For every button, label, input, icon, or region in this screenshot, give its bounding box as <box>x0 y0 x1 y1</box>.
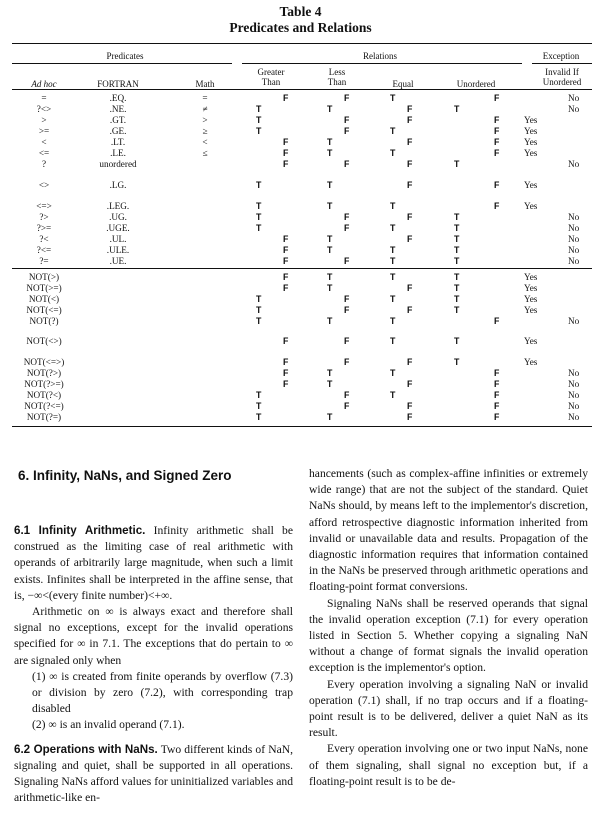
table-row <box>0 148 601 159</box>
exception-underline <box>532 63 592 64</box>
cell-eq: F <box>407 412 413 422</box>
table-row <box>0 272 601 283</box>
cell-adhoc: NOT(<=) <box>26 305 62 315</box>
table-row <box>0 201 601 212</box>
cell-gt: T <box>256 305 262 315</box>
table-row <box>0 283 601 294</box>
header-less-1: Less <box>328 67 346 77</box>
table-row <box>0 401 601 412</box>
cell-eq: T <box>390 126 396 136</box>
header-less-2: Than <box>327 77 347 87</box>
cell-gt: T <box>256 212 262 222</box>
cell-fortran: .UE. <box>109 256 127 266</box>
cell-gt: F <box>283 272 289 282</box>
cell-lt: T <box>327 368 333 378</box>
cell-un: F <box>494 180 500 190</box>
cell-exception: No <box>568 234 580 244</box>
table-row <box>0 390 601 401</box>
cell-gt: T <box>256 104 262 114</box>
cell-eq: F <box>407 159 413 169</box>
header-invalid-2: Unordered <box>542 77 582 87</box>
cell-un: F <box>494 316 500 326</box>
cell-adhoc: NOT(>) <box>28 272 60 282</box>
cell-gt: T <box>256 180 262 190</box>
cell-adhoc: <=> <box>36 201 52 211</box>
right-paragraph-2: Signaling NaNs shall be reserved operands that signal the invalid operation exception (7.1) for every operation listed in Section 5. Whether copying a signaling NaN without a change of format signals the invalid operation exception is the implementor's option. <box>309 596 588 675</box>
table-row <box>0 212 601 223</box>
right-paragraph-1: hancements (such as complex-affine infinities or extremely wide range) that are not the subject of the standard. Quiet NaNs should, by means left to the implementor's discretion, afford retrospective diagnostic information inherited from invalid or unavailable data and results. Propagation of the diagnostic information requires that information contained in the NaNs be preserved through arithmetic operations and floating-point format conversions. <box>309 467 588 594</box>
cell-adhoc: ?>= <box>36 223 52 233</box>
cell-eq: F <box>407 104 413 114</box>
cell-math: ≥ <box>202 126 208 136</box>
cell-exception: No <box>568 368 580 378</box>
cell-math: > <box>202 115 208 125</box>
s61-text: Infinity arithmetic shall be construed as the limiting case of real arithmetic with operands of arbitrarily large magnitude, when such a limit exists. Infinites shall be interpreted in the affine sense, that is, −∞<(every finite number)<+∞. <box>14 524 293 602</box>
cell-un: F <box>494 115 500 125</box>
header-adhoc: Ad hoc <box>31 79 57 89</box>
cell-eq: T <box>390 272 396 282</box>
cell-adhoc: ?> <box>39 212 49 222</box>
cell-un: F <box>494 379 500 389</box>
cell-lt: T <box>327 180 333 190</box>
cell-exception: No <box>568 159 580 169</box>
cell-exception: Yes <box>524 180 538 190</box>
cell-adhoc: NOT(?>=) <box>24 379 64 389</box>
cell-adhoc: ?= <box>39 256 49 266</box>
table-row <box>0 256 601 267</box>
cell-exception: Yes <box>524 357 538 367</box>
cell-eq: F <box>407 401 413 411</box>
cell-adhoc: ?<> <box>36 104 52 114</box>
cell-eq: T <box>390 93 396 103</box>
cell-eq: T <box>390 256 396 266</box>
cell-un: F <box>494 390 500 400</box>
cell-exception: No <box>568 93 580 103</box>
cell-adhoc: NOT(?) <box>29 316 59 326</box>
cell-un: T <box>454 357 460 367</box>
cell-exception: No <box>568 245 580 255</box>
cell-exception: Yes <box>524 137 538 147</box>
cell-gt: T <box>256 316 262 326</box>
cell-exception: No <box>568 412 580 422</box>
cell-adhoc: > <box>41 115 47 125</box>
s61-title: 6.1 Infinity Arithmetic. <box>14 524 146 537</box>
cell-gt: F <box>283 256 289 266</box>
cell-exception: No <box>568 379 580 389</box>
cell-gt: F <box>283 283 289 293</box>
table-row <box>0 245 601 256</box>
table-top-rule <box>12 43 592 44</box>
table-subtitle: Predicates and Relations <box>229 20 372 35</box>
cell-un: T <box>454 272 460 282</box>
table-row <box>0 316 601 327</box>
cell-adhoc: NOT(<=>) <box>23 357 65 367</box>
cell-math: ≤ <box>202 148 208 158</box>
cell-fortran: .GE. <box>109 126 127 136</box>
cell-gt: T <box>256 412 262 422</box>
cell-fortran: .LEG. <box>106 201 130 211</box>
cell-un: T <box>454 256 460 266</box>
s61-paragraph <box>14 523 293 604</box>
cell-adhoc: NOT(>=) <box>26 283 62 293</box>
cell-adhoc: NOT(<) <box>28 294 60 304</box>
right-column <box>309 466 588 790</box>
header-greater-2: Than <box>261 77 281 87</box>
header-invalid-1: Invalid If <box>545 67 579 77</box>
cell-gt: T <box>256 390 262 400</box>
cell-gt: F <box>283 148 289 158</box>
cell-lt: F <box>344 223 350 233</box>
header-unordered: Unordered <box>456 79 496 89</box>
cell-fortran: .LT. <box>110 137 126 147</box>
cell-fortran: .LG. <box>109 180 127 190</box>
cell-fortran: .EQ. <box>109 93 127 103</box>
cell-eq: F <box>407 379 413 389</box>
header-greater-1: Greater <box>257 67 285 77</box>
cell-exception: Yes <box>524 272 538 282</box>
cell-eq: T <box>390 201 396 211</box>
cell-eq: T <box>390 245 396 255</box>
cell-gt: T <box>256 201 262 211</box>
cell-exception: Yes <box>524 126 538 136</box>
table-row <box>0 294 601 305</box>
s61-item-2: (2) ∞ is an invalid operand (7.1). <box>32 718 185 732</box>
cell-lt: F <box>344 336 350 346</box>
s62-text: Two different kinds of NaN, signaling and quiet, shall be supported in all operations. Signaling NaNs afford values for uninitialized variables and arithmetic-like en- <box>14 742 293 805</box>
table-row <box>0 357 601 368</box>
s61-paragraph-2: Arithmetic on ∞ is always exact and therefore shall signal no exceptions, except for the invalid operations specified for ∞ in 7.1. The exceptions that do pertain to ∞ are signaled only when <box>14 605 293 667</box>
cell-adhoc: NOT(?>) <box>26 368 62 378</box>
cell-gt: F <box>283 245 289 255</box>
cell-exception: No <box>568 104 580 114</box>
cell-un: F <box>494 368 500 378</box>
cell-eq: T <box>390 368 396 378</box>
cell-fortran: .ULE. <box>106 245 130 255</box>
cell-eq: T <box>390 316 396 326</box>
cell-un: T <box>454 234 460 244</box>
cell-fortran: .GT. <box>109 115 127 125</box>
cell-lt: T <box>327 283 333 293</box>
cell-eq: F <box>407 137 413 147</box>
cell-lt: F <box>344 256 350 266</box>
cell-lt: F <box>344 212 350 222</box>
cell-gt: T <box>256 401 262 411</box>
table-row <box>0 180 601 191</box>
table-row <box>0 412 601 423</box>
table-row <box>0 104 601 115</box>
table-row <box>0 234 601 245</box>
table-row <box>0 336 601 347</box>
section-heading: 6. Infinity, NaNs, and Signed Zero <box>18 468 232 483</box>
header-relations: Relations <box>363 51 397 61</box>
right-paragraph-3: Every operation involving a signaling NaN or invalid operation (7.1) shall, if no trap occurs and if a floating-point result is to be delivered, deliver a quiet NaN as its result. <box>309 677 588 740</box>
cell-exception: No <box>568 212 580 222</box>
cell-un: T <box>454 104 460 114</box>
cell-un: T <box>454 283 460 293</box>
cell-lt: T <box>327 137 333 147</box>
cell-adhoc: NOT(?<=) <box>24 401 64 411</box>
cell-adhoc: >= <box>38 126 50 136</box>
cell-exception: Yes <box>524 294 538 304</box>
cell-gt: T <box>256 126 262 136</box>
table-row <box>0 379 601 390</box>
cell-lt: F <box>344 294 350 304</box>
cell-un: F <box>494 126 500 136</box>
cell-fortran: .UG. <box>109 212 127 222</box>
cell-exception: Yes <box>524 148 538 158</box>
table-title: Table 4 <box>279 4 322 19</box>
cell-un: T <box>454 294 460 304</box>
table-row <box>0 115 601 126</box>
cell-gt: T <box>256 294 262 304</box>
cell-gt: F <box>283 159 289 169</box>
cell-fortran: .UL. <box>109 234 127 244</box>
table-row <box>0 126 601 137</box>
table-row <box>0 159 601 170</box>
cell-lt: T <box>327 201 333 211</box>
table-row <box>0 93 601 104</box>
cell-exception: Yes <box>524 283 538 293</box>
cell-eq: F <box>407 305 413 315</box>
cell-adhoc: < <box>41 137 47 147</box>
cell-un: F <box>494 148 500 158</box>
header-exception: Exception <box>542 51 580 61</box>
cell-exception: Yes <box>524 201 538 211</box>
cell-gt: F <box>283 336 289 346</box>
cell-adhoc: = <box>41 93 47 103</box>
cell-gt: F <box>283 93 289 103</box>
cell-exception: Yes <box>524 305 538 315</box>
cell-un: T <box>454 159 460 169</box>
cell-fortran: .UGE. <box>106 223 130 233</box>
cell-lt: F <box>344 357 350 367</box>
cell-math: = <box>202 93 208 103</box>
cell-exception: No <box>568 256 580 266</box>
cell-gt: F <box>283 357 289 367</box>
cell-adhoc: NOT(?<) <box>26 390 62 400</box>
table-row <box>0 305 601 316</box>
cell-gt: F <box>283 368 289 378</box>
cell-un: T <box>454 336 460 346</box>
group-rule-1 <box>12 268 592 269</box>
s62-title: 6.2 Operations with NaNs. <box>14 742 158 756</box>
cell-lt: T <box>327 234 333 244</box>
cell-adhoc: ?< <box>39 234 49 244</box>
left-column <box>14 523 293 806</box>
cell-lt: T <box>327 148 333 158</box>
predicates-underline <box>12 63 232 64</box>
cell-exception: Yes <box>524 336 538 346</box>
cell-lt: T <box>327 272 333 282</box>
cell-math: < <box>202 137 208 147</box>
table-row <box>0 137 601 148</box>
cell-exception: No <box>568 390 580 400</box>
cell-eq: T <box>390 148 396 158</box>
cell-adhoc: NOT(?=) <box>26 412 62 422</box>
cell-gt: F <box>283 379 289 389</box>
cell-gt: T <box>256 223 262 233</box>
cell-eq: T <box>390 336 396 346</box>
header-math: Math <box>195 79 215 89</box>
cell-eq: F <box>407 357 413 367</box>
cell-un: T <box>454 223 460 233</box>
cell-fortran: .LE. <box>110 148 126 158</box>
cell-lt: F <box>344 115 350 125</box>
cell-eq: F <box>407 115 413 125</box>
cell-eq: F <box>407 180 413 190</box>
table-bottom-rule <box>12 426 592 427</box>
cell-lt: T <box>327 379 333 389</box>
cell-un: T <box>454 212 460 222</box>
cell-lt: F <box>344 401 350 411</box>
s61-item-1: (1) ∞ is created from finite operands by overflow (7.3) or division by zero (7.2), with corresponding trap disabled <box>32 669 293 716</box>
cell-gt: F <box>283 234 289 244</box>
cell-adhoc: ? <box>41 159 47 169</box>
cell-exception: Yes <box>524 115 538 125</box>
cell-fortran: unordered <box>99 159 137 169</box>
cell-math: ≠ <box>202 104 208 114</box>
cell-un: F <box>494 401 500 411</box>
s62-paragraph <box>14 742 293 807</box>
cell-un: F <box>494 137 500 147</box>
cell-lt: F <box>344 305 350 315</box>
cell-gt: T <box>256 115 262 125</box>
cell-un: T <box>454 305 460 315</box>
cell-un: F <box>494 201 500 211</box>
cell-exception: No <box>568 316 580 326</box>
cell-eq: T <box>390 294 396 304</box>
cell-lt: F <box>344 126 350 136</box>
header-equal: Equal <box>392 79 414 89</box>
cell-eq: F <box>407 234 413 244</box>
header-fortran: FORTRAN <box>97 79 139 89</box>
cell-lt: F <box>344 159 350 169</box>
cell-adhoc: <= <box>38 148 50 158</box>
cell-adhoc: NOT(<>) <box>26 336 62 346</box>
cell-adhoc: ?<= <box>36 245 52 255</box>
cell-eq: T <box>390 223 396 233</box>
cell-lt: F <box>344 390 350 400</box>
cell-exception: No <box>568 401 580 411</box>
cell-lt: T <box>327 245 333 255</box>
table-row <box>0 368 601 379</box>
cell-lt: T <box>327 316 333 326</box>
cell-fortran: .NE. <box>109 104 127 114</box>
header-bottom-rule <box>12 89 592 90</box>
cell-lt: F <box>344 93 350 103</box>
cell-eq: F <box>407 212 413 222</box>
cell-exception: No <box>568 223 580 233</box>
cell-gt: F <box>283 137 289 147</box>
right-paragraph-4: Every operation involving one or two input NaNs, none of them signaling, shall signal no exception but, if a floating-point result is to be de- <box>309 742 588 788</box>
cell-eq: T <box>390 390 396 400</box>
cell-lt: T <box>327 412 333 422</box>
cell-eq: F <box>407 283 413 293</box>
header-predicates: Predicates <box>106 51 144 61</box>
table-row <box>0 223 601 234</box>
cell-un: F <box>494 93 500 103</box>
cell-adhoc: <> <box>38 180 50 190</box>
cell-lt: T <box>327 104 333 114</box>
cell-un: T <box>454 245 460 255</box>
cell-un: F <box>494 412 500 422</box>
relations-underline <box>242 63 522 64</box>
